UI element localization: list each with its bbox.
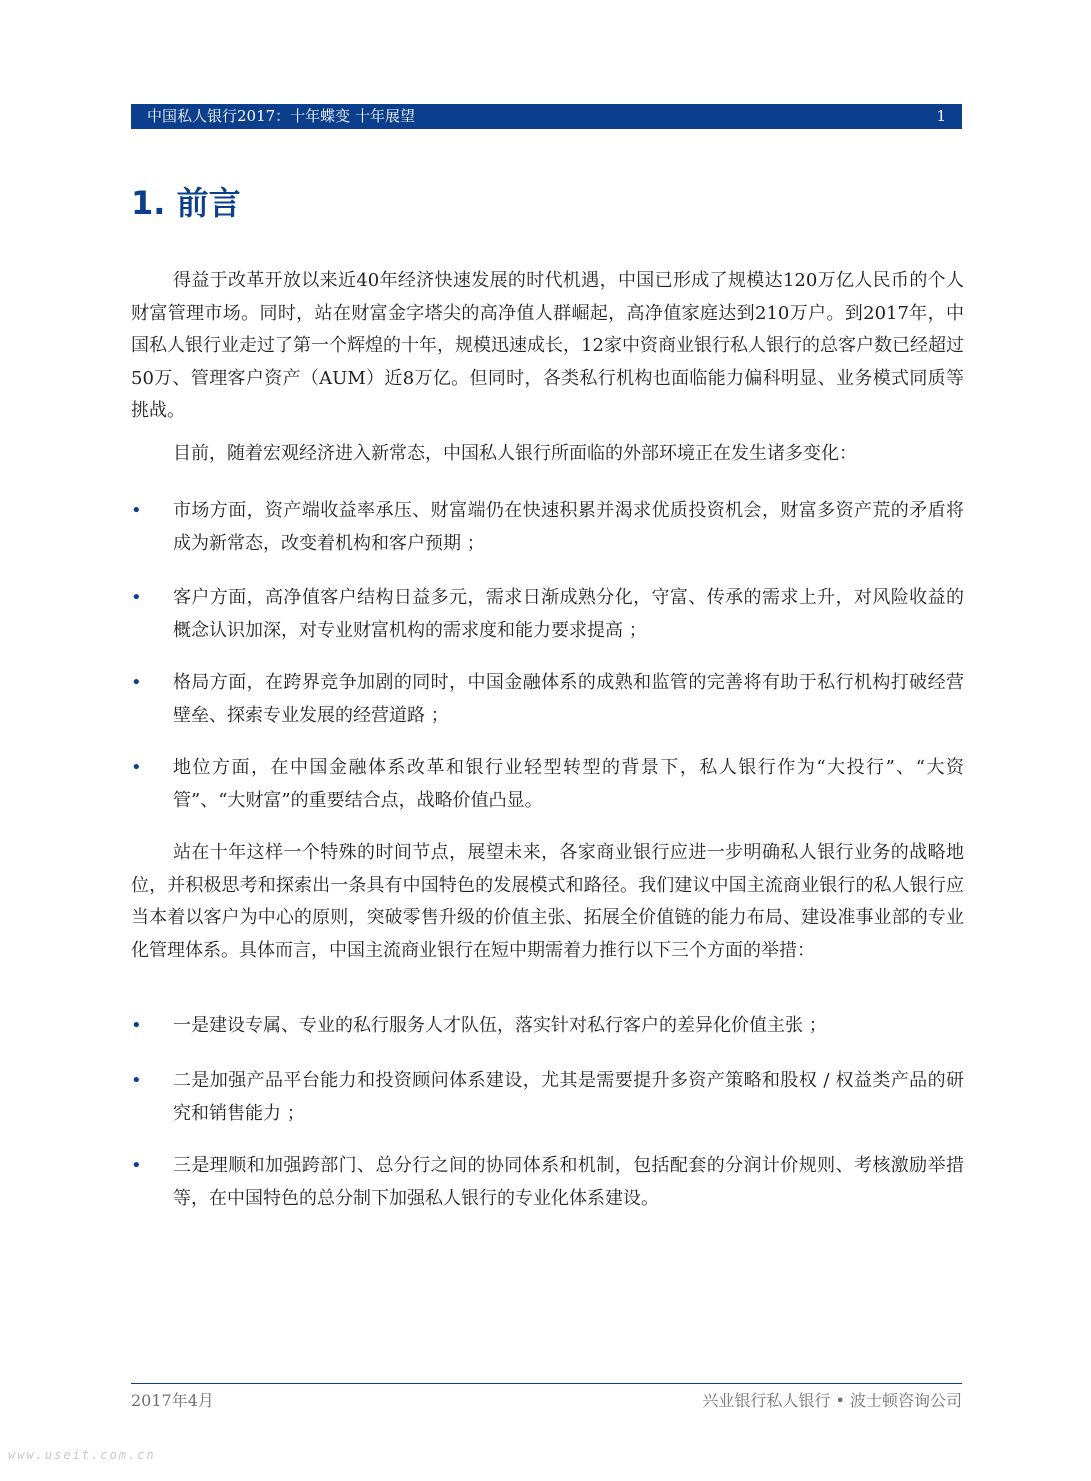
list-item: [131, 1010, 964, 1043]
footer-divider: [131, 1383, 962, 1384]
list-item-text: 地位方面，在中国金融体系改革和银行业轻型转型的背景下，私人银行作为“大投行”、“大资管”、“大财富”的重要结合点，战略价值凸显。: [173, 757, 964, 811]
paragraph-changes-lead: 目前，随着宏观经济进入新常态，中国私人银行所面临的外部环境正在发生诸多变化：: [173, 443, 857, 464]
list-item-text: 客户方面，高净值客户结构日益多元，需求日渐成熟分化，守富、传承的需求上升，对风险收益的概念认识加深，对专业财富机构的需求度和能力要求提高 ；: [173, 587, 964, 641]
bullet-icon: •: [131, 587, 142, 608]
footer-date: 2017年4月: [131, 1391, 214, 1410]
list-item-text: 一是建设专属、专业的私行服务人才队伍，落实针对私行客户的差异化价值主张 ；: [173, 1015, 827, 1036]
list-item: [131, 752, 964, 817]
section-title: 1. 前言: [131, 184, 241, 222]
bullet-icon: •: [131, 1070, 142, 1091]
footer-publisher: 兴业银行私人银行 • 波士顿咨询公司: [702, 1391, 962, 1410]
bullet-icon: •: [131, 1015, 142, 1036]
paragraph-outlook: 站在十年这样一个特殊的时间节点，展望未来，各家商业银行应进一步明确私人银行业务的战略地位，并积极思考和探索出一条具有中国特色的发展模式和路径。我们建议中国主流商业银行的私人银行应当本着以客户为中心的原则，突破零售升级的价值主张、拓展全价值链的能力布局、建设准事业部的专业化管理体系。具体而言，中国主流商业银行在短中期需着力推行以下三个方面的举措：: [131, 842, 964, 961]
bullet-icon: •: [131, 1155, 142, 1176]
bullet-icon: •: [131, 672, 142, 693]
list-item-text: 市场方面，资产端收益率承压、财富端仍在快速积累并渴求优质投资机会，财富多资产荒的矛盾将成为新常态，改变着机构和客户预期 ；: [173, 500, 964, 554]
paragraph-intro: 得益于改革开放以来近40年经济快速发展的时代机遇，中国已形成了规模达120万亿人民币的个人财富管理市场。同时，站在财富金字塔尖的高净值人群崛起，高净值家庭达到210万户。到2017年，中国私人银行业走过了第一个辉煌的十年，规模迅速成长，12家中资商业银行私人银行的总客户数已经超过50万、管理客户资产（AUM）近8万亿。但同时，各类私行机构也面临能力偏科明显、业务模式同质等挑战。: [131, 270, 964, 421]
watermark: www.useit.com.cn: [8, 1448, 156, 1462]
list-item-text: 二是加强产品平台能力和投资顾问体系建设，尤其是需要提升多资产策略和股权 / 权益类产品的研究和销售能力 ；: [173, 1070, 964, 1124]
header-bar: [131, 104, 962, 129]
list-item-text: 格局方面，在跨界竞争加剧的同时，中国金融体系的成熟和监管的完善将有助于私行机构打破经营壁垒、探索专业发展的经营道路 ；: [173, 672, 964, 726]
list-item: [131, 1065, 964, 1130]
bullet-icon: •: [131, 757, 142, 778]
list-item: [131, 582, 964, 647]
header-title: 中国私人银行2017：十年蝶变 十年展望: [147, 107, 415, 125]
list-item-text: 三是理顺和加强跨部门、总分行之间的协同体系和机制，包括配套的分润计价规则、考核激励举措等，在中国特色的总分制下加强私人银行的专业化体系建设。: [173, 1155, 964, 1209]
list-item: [131, 667, 964, 732]
list-item: [131, 495, 964, 560]
bullet-icon: •: [131, 500, 142, 521]
list-item: [131, 1150, 964, 1215]
page-number: 1: [936, 107, 946, 125]
